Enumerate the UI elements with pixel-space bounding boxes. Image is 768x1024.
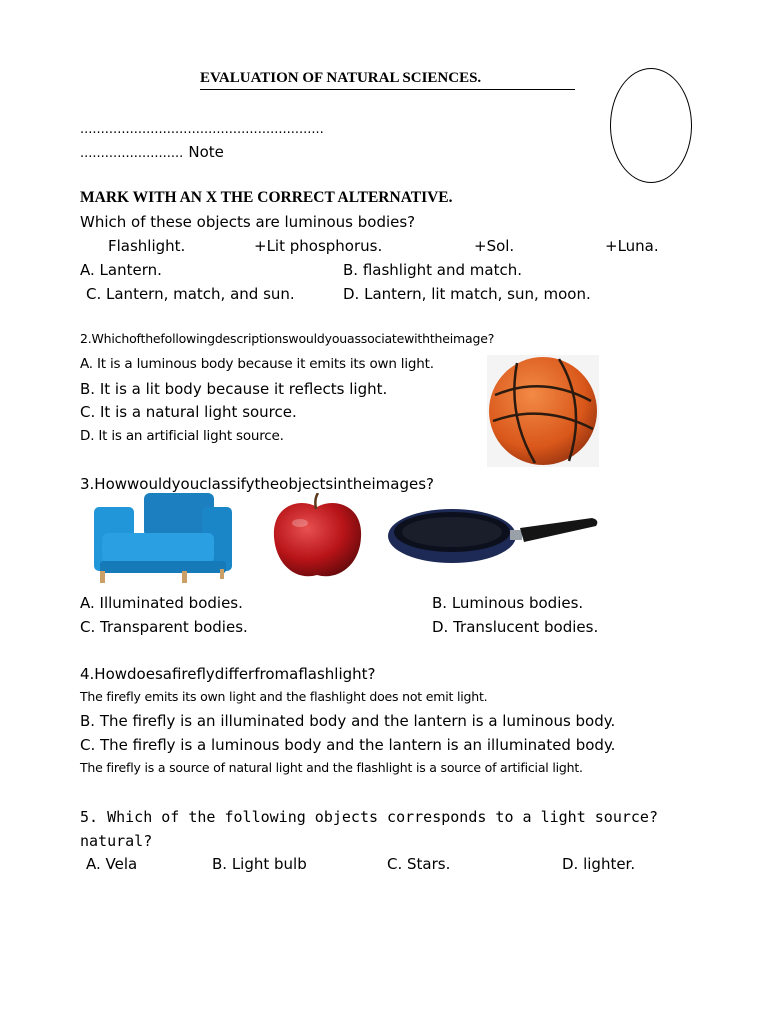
q5-option-a[interactable]: A. Vela xyxy=(86,855,138,873)
note-row xyxy=(80,142,224,161)
q3-question: 3.Howwouldyouclassifytheobjectsintheimages? xyxy=(80,475,434,493)
name-line: ........................................................... xyxy=(80,122,324,137)
basketball-icon xyxy=(487,355,599,467)
q3-option-c[interactable]: C. Transparent bodies. xyxy=(80,618,248,636)
q3-option-d[interactable]: D. Translucent bodies. xyxy=(432,618,599,636)
apple-icon xyxy=(270,493,364,581)
q1-item-3: +Sol. xyxy=(474,237,515,255)
instruction-heading: MARK WITH AN X THE CORRECT ALTERNATIVE. xyxy=(80,189,453,206)
q2-option-d[interactable]: D. It is an artificial light source. xyxy=(80,428,284,444)
armchair-icon xyxy=(92,493,234,585)
q3-option-b[interactable]: B. Luminous bodies. xyxy=(432,594,584,612)
frying-pan-icon xyxy=(386,498,600,568)
q5-option-d[interactable]: D. lighter. xyxy=(562,855,636,873)
q2-option-b[interactable]: B. It is a lit body because it reflects light. xyxy=(80,380,388,398)
q4-option-c[interactable]: C. The firefly is a luminous body and the lantern is an illuminated body. xyxy=(80,736,616,754)
q5-question-line1: 5. Which of the following objects corresponds to a light source? xyxy=(80,808,658,826)
q1-option-d[interactable]: D. Lantern, lit match, sun, moon. xyxy=(343,285,591,303)
q1-option-c[interactable]: C. Lantern, match, and sun. xyxy=(86,285,295,303)
q1-option-a[interactable]: A. Lantern. xyxy=(80,261,162,279)
q4-question: 4.Howdoesafireflydifferfromaflashlight? xyxy=(80,665,376,683)
note-dots: ......................... xyxy=(80,146,184,161)
q1-item-4: +Luna. xyxy=(605,237,659,255)
grade-oval xyxy=(610,68,692,183)
page-title: EVALUATION OF NATURAL SCIENCES. xyxy=(200,70,575,90)
q2-question: 2.Whichofthefollowingdescriptionswouldyouassociatewiththeimage? xyxy=(80,331,495,346)
q4-option-a[interactable]: The firefly emits its own light and the flashlight does not emit light. xyxy=(80,689,488,704)
q2-option-a[interactable]: A. It is a luminous body because it emits its own light. xyxy=(80,356,434,372)
q1-item-2: +Lit phosphorus. xyxy=(254,237,383,255)
q5-question-line2: natural? xyxy=(80,832,153,850)
q1-item-1: Flashlight. xyxy=(108,237,186,255)
q5-option-c[interactable]: C. Stars. xyxy=(387,855,451,873)
q1-option-b[interactable]: B. flashlight and match. xyxy=(343,261,522,279)
q4-option-b[interactable]: B. The firefly is an illuminated body and the lantern is a luminous body. xyxy=(80,712,616,730)
q1-question: Which of these objects are luminous bodies? xyxy=(80,213,416,231)
q2-option-c[interactable]: C. It is a natural light source. xyxy=(80,403,297,421)
q3-option-a[interactable]: A. Illuminated bodies. xyxy=(80,594,243,612)
q5-option-b[interactable]: B. Light bulb xyxy=(212,855,307,873)
note-label: Note xyxy=(188,143,224,161)
q4-option-d[interactable]: The firefly is a source of natural light and the flashlight is a source of artificial light. xyxy=(80,760,583,775)
